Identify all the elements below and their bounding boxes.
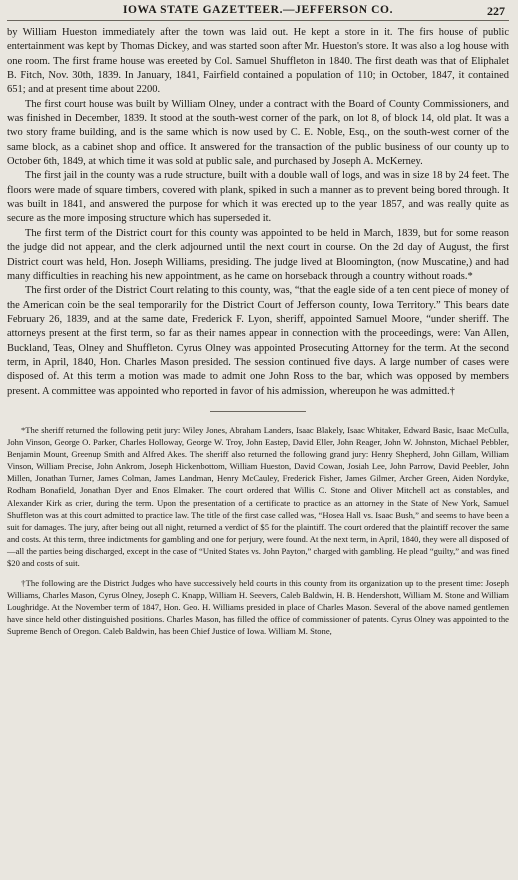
footnote-district-judges-text: †The following are the District Judges who have successively held courts in this county from its organization up to the present time: Joseph Williams, Charles Mason, Cyrus Olney, Joseph C. Knapp, William H. Seevers, Caleb Baldwin, H. B. Hendershott, William M. Stone and William Loughridge. At the November term of 1847, Hon. Geo. H. Williams presided in place of Charles Mason. Several of the above named gentlemen have since held other distinguished positions. Charles Mason, has filled the office of commissioner of patents. Cyrus Olney was appointed to the Supreme Bench of Oregon. Caleb Baldwin, has been Chief Justice of Iowa. William M. Stone, [7,578,509,637]
page-number: 227 [487,4,505,18]
footnote-district-judges [7,577,509,637]
footnote-jury [7,424,509,569]
paragraph-town-history: by William Hueston immediately after the town was laid out. He kept a store in it. The firs house of public entertainment was kept by Thomas Dickey, and was started soon after Mr. Hueston's store. It was also a log house with one room. The first frame house was ereeted by Col. Samuel Shuffleton in 1840. The first death was that of Eliphalet B. Fitch, Nov. 30th, 1839. In January, 1841, Fairfield contained a population of 110; in October, 1847, it contained 651; and at present time about 2200. [7,27,509,96]
page-header [7,4,509,21]
paragraph-court-seal-order: The first order of the District Court relating to this county, was, “that the eagle side of a ten cent piece of money of the American coin be the seal temporarily for the District Court of Jefferson county, Iowa Territory.” This bears date February 26, 1839, and at the same date, Frederick F. Lyon, sheriff, appointed Samuel Moore, “under sheriff. The attorneys present at the first term, so far as their names appear in connection with the proceedings, were: Van Allen, Buckland, Teas, Olney and Shuffleton. Cyrus Olney was appointed Prosecuting Attorney for the term. At the second term, in April, 1840, Hon. Charles Mason presided. The session continued five days. A large number of cases were disposed of. At this term a motion was made to admit one John Ross to the bar, which was opposed by members present. A committee was appointed who reported in favor of his admission, whereupon he was admitted.† [7,285,509,397]
paragraph-first-jail: The first jail in the county was a rude structure, built with a double wall of logs, and was in size 18 by 24 feet. The floors were made of square timbers, covered with plank, spiked in such a manner as to prevent being bored through. It was built in 1841, and answered the purpose for which it was erected up to the year 1857, and was really quite as secure as the more imposing structure which has superseded it. [7,170,509,225]
footnote-jury-text: *The sheriff returned the following petit jury: Wiley Jones, Abraham Landers, Isaac Blakely, Isaac Whitaker, Edward Basic, Isaac McCulla, John Vinson, George O. Parker, Charles Holloway, George W. Troy, John Eastep, David Eller, John Reager, John W. Johnston, Michael Pebbler, Benjamin Mount, Greenup Smith and Alfred Akes. The sheriff also returned the following grand jury: Henry Shepherd, John Gillam, William Vinson, William Precise, John Ankrom, Joseph Hickenbottom, William Hueston, David Cowan, Josiah Lee, John Parrow, David Peebler, John Millen, Jonathan Turner, James Colman, James Landman, Henry McCauley, Frederick Fisher, James Gilmer, Archer Green, Aiden Nordyke, Rodham Bonafield, Jonathan Dyer and Enos Elmaker. The court ordered that Willis C. Stone and Oliver Mitchell act as constables, and Alexander Kirk as crier, during the term. Upon the presentation of a certificate to practice as an attorney in the State of New York, Samuel Shuffleton was at this court admitted to practice law. The title of the first case called was, “Hosea Hall vs. Isaac Bush,” and seems to have been a suit for damages. The jury, after being out all night, returned a verdict of $5 for the plaintiff. The court ordered that the plaintiff recover the same and costs. At this term, three indictments for gambling and one for perjury, were found. At the next term, in April, 1840, they were all disposed of—all the parties being discharged, except in the case of “United States vs. John Payton,” charged with gambling. He plead “guilty,” and was fined $20 and costs of suit. [7,424,509,568]
paragraph-court-house: The first court house was built by William Olney, under a contract with the Board of County Commissioners, and was finished in December, 1839. It stood at the south-west corner of the park, on lot 8, of block 14, old plat. It was a two story frame building, and is the same which is now used by C. E. Noble, Esq., on the south-west corner of the same block, as a cabinet shop and office. It answered for the transaction of the public business of our county up to October 6th, 1849, at which time it was sold at public sale, and purchased by Joseph A. McKerney. [7,98,509,168]
running-title: IOWA STATE GAZETTEER.—JEFFERSON CO. [122,4,394,16]
paragraph-district-court: The first term of the District court for this county was appointed to be held in March, 1839, but for some reason the judge did not appear, and the clerk adjourned until the next court in course. On the 2d day of August, the first District court was held, Hon. Joseph Williams, presiding. The judge lived at Bloomington, (now Muscatine,) and had many difficulties in reaching his new appointment, as he came on horseback through a country without roads.* [7,227,509,282]
footnote-divider [210,411,306,412]
body-text [7,26,509,399]
